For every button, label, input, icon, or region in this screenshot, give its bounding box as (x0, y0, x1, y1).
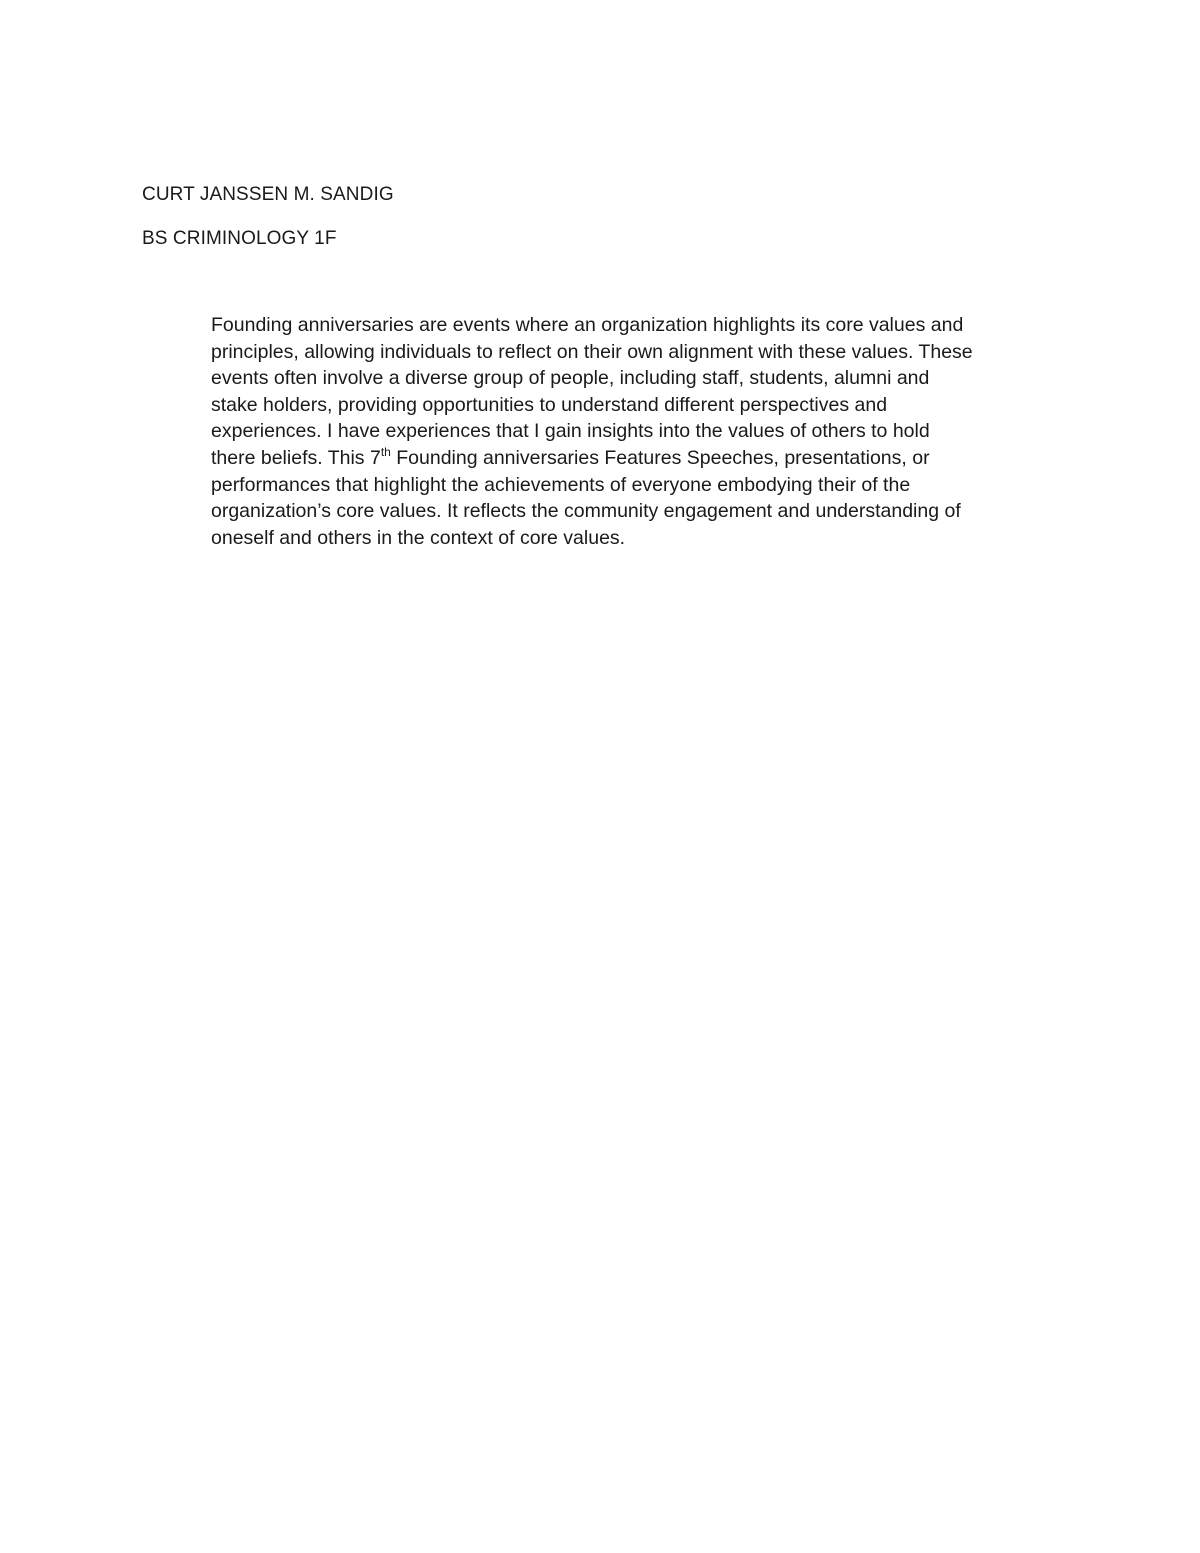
course-section: BS CRIMINOLOGY 1F (142, 228, 337, 249)
line-text-after-ordinal: Founding anniversaries Features Speeches, presentations, or (390, 446, 930, 469)
paragraph-line: organization’s core values. It reflects the community engagement and understanding of (211, 500, 961, 523)
paragraph-line: performances that highlight the achievements of everyone embodying their of the (211, 473, 911, 496)
author-name: CURT JANSSEN M. SANDIG (142, 184, 394, 205)
paragraph-line: experiences. I have experiences that I gain insights into the values of others to hold (211, 420, 930, 443)
body-paragraph (211, 312, 973, 551)
ordinal-superscript: th (380, 444, 391, 459)
paragraph-line: oneself and others in the context of core values. (211, 526, 626, 549)
paragraph-line-with-ordinal (211, 445, 973, 472)
paragraph-line: principles, allowing individuals to reflect on their own alignment with these values. These (211, 340, 973, 363)
line-text-before-ordinal: there beliefs. This 7 (211, 446, 381, 469)
paragraph-line: events often involve a diverse group of people, including staff, students, alumni and (211, 367, 930, 390)
paragraph-line: Founding anniversaries are events where an organization highlights its core values and (211, 314, 964, 336)
paragraph-line: stake holders, providing opportunities to understand different perspectives and (211, 393, 888, 416)
